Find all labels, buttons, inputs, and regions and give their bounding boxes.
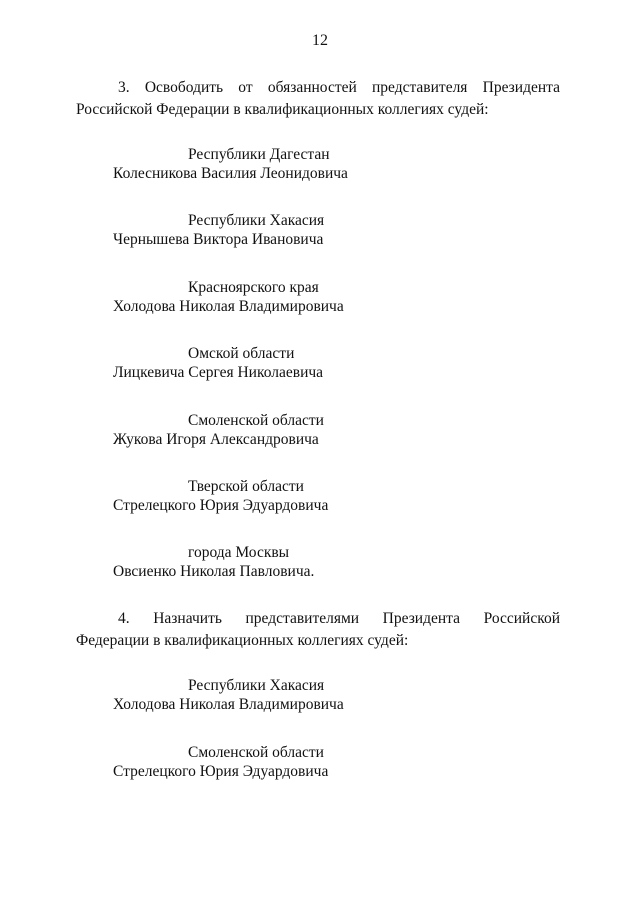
section-4-entry bbox=[0, 676, 640, 714]
entry-person: Лицкевича Сергея Николаевича bbox=[113, 364, 324, 381]
entry-region: Республики Хакасия bbox=[188, 212, 325, 229]
entry-person: Колесникова Василия Леонидовича bbox=[113, 165, 348, 182]
entry-region: Омской области bbox=[188, 345, 295, 362]
section-4-entry bbox=[0, 743, 640, 781]
section-3-entry bbox=[0, 211, 640, 249]
entry-person: Овсиенко Николая Павловича. bbox=[113, 563, 315, 580]
section-3-entry bbox=[0, 344, 640, 382]
entry-person: Стрелецкого Юрия Эдуардовича bbox=[113, 497, 329, 514]
section-3-entry bbox=[0, 278, 640, 316]
entry-region: Смоленской области bbox=[188, 744, 324, 761]
section-4-line-1: 4. Назначить представителями Президента Российской bbox=[118, 610, 560, 627]
section-3-entry bbox=[0, 543, 640, 581]
section-3-line-1: 3. Освободить от обязанностей представителя Президента bbox=[118, 79, 560, 96]
entry-region: Красноярского края bbox=[188, 279, 319, 296]
section-4-intro bbox=[76, 608, 560, 652]
entry-region: города Москвы bbox=[188, 544, 290, 561]
entry-person: Жукова Игоря Александровича bbox=[113, 431, 319, 448]
entry-region: Смоленской области bbox=[188, 412, 324, 429]
section-3-intro bbox=[76, 77, 560, 121]
entry-person: Холодова Николая Владимировича bbox=[113, 696, 344, 713]
section-3-entry bbox=[0, 411, 640, 449]
section-3-entry bbox=[0, 145, 640, 183]
entry-region: Республики Хакасия bbox=[188, 677, 325, 694]
page-number: 12 bbox=[312, 32, 328, 49]
entry-person: Холодова Николая Владимировича bbox=[113, 298, 344, 315]
entry-person: Чернышева Виктора Ивановича bbox=[113, 231, 324, 248]
entry-region: Тверской области bbox=[188, 478, 304, 495]
section-3-entry bbox=[0, 477, 640, 515]
section-4-line-2: Федерации в квалификационных коллегиях судей: bbox=[76, 632, 409, 649]
entry-region: Республики Дагестан bbox=[188, 146, 330, 163]
section-3-line-2: Российской Федерации в квалификационных коллегиях судей: bbox=[76, 101, 489, 118]
entry-person: Стрелецкого Юрия Эдуардовича bbox=[113, 763, 329, 780]
